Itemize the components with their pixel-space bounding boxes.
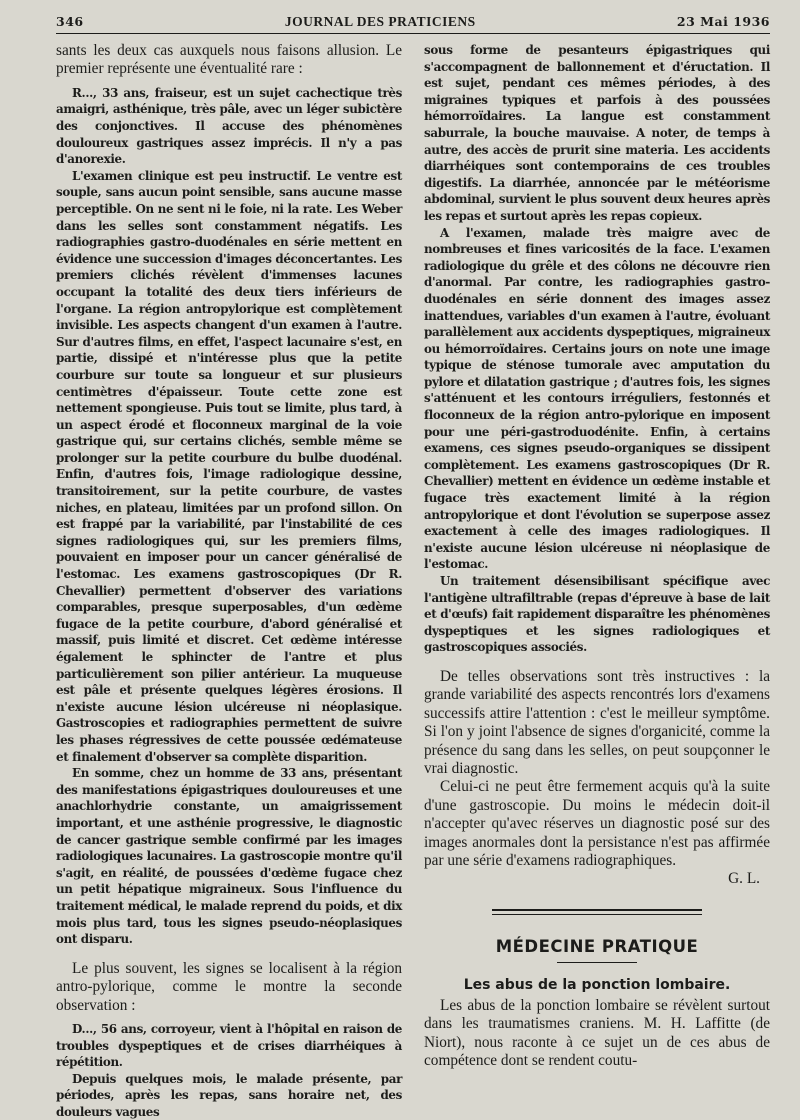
conclusion-paragraph-2: Celui-ci ne peut être fermement acquis qu'à la suite d'une gastroscopie. Du moins le médecin doit-il n'accepter qu'avec réserves un diagnostic posé sur des images anormales dont la persistance n'est pas affirmée par une série d'examens radiographiques.: [424, 778, 770, 870]
journal-title: JOURNAL DES PRATICIENS: [284, 14, 476, 29]
columns: [56, 42, 770, 1120]
case2-presentation: D..., 56 ans, corroyeur, vient à l'hôpital en raison de troubles dyspeptiques et de crises diarrhéiques à répétition.: [56, 1021, 402, 1070]
case1-presentation: R..., 33 ans, fraiseur, est un sujet cachectique très amaigri, asthénique, très pâle, avec un léger subictère des conjonctives. Il accuse des phénomènes douloureux gastriques assez imprécis. Il n'y a pas d'anorexie.: [56, 85, 402, 167]
case1-summary: En somme, chez un homme de 33 ans, présentant des manifestations épigastriques douloureuses et une anachlorhydrie constante, un amaigrissement important, et une asthénie progressive, le diagnostic de cancer gastrique semble confirmé par les images radiologiques lacunaires. La gastroscopie montre qu'il s'agit, en réalité, de poussées d'œdème fugace chez un petit hépatique migraineux. Sous l'influence du traitement médical, le malade reprend du poids, et dix mois plus tard, tous les signes pseudo-néoplasiques ont disparu.: [56, 766, 402, 947]
article-opening: Les abus de la ponction lombaire se révèlent surtout dans les traumatismes craniens. M. H. Laffitte (de Niort), nous raconte à ce sujet un de ces abus de compétence dont se rendent coutu-: [424, 996, 770, 1070]
section-divider: [492, 909, 702, 915]
case2-history-continued: sous forme de pesanteurs épigastriques qui s'accompagnent de ballonnement et d'éructation. Il est sujet, pendant ces mêmes périodes, à des migraines typiques et parfois à des poussées hémorroïdaires. La langue est constamment saburrale, la bouche mauvaise. A noter, de temps à autre, des accès de prurit sine materia. Les accidents diarrhéiques sont contemporains de ces troubles digestifs. La diarrhée, annoncée par le météorisme abdominal, survient le plus souvent deux heures après les repas et surtout après les repas copieux.: [424, 43, 770, 223]
author-signature: G. L.: [728, 870, 760, 888]
running-header: [56, 14, 770, 30]
left-column: [56, 42, 402, 1120]
intro-paragraph: sants les deux cas auxquels nous faisons allusion. Le premier représente une éventualité rare :: [56, 42, 402, 78]
case2-history-start: Depuis quelques mois, le malade présente, par périodes, après les repas, sans horaire net, des douleurs vagues: [56, 1071, 402, 1119]
case1-examination: L'examen clinique est peu instructif. Le ventre est souple, sans aucun point sensible, sans aucune masse perceptible. On ne sent ni le foie, ni la rate. Les Weber dans les selles sont constamment négatifs. Les radiographies gastro-duodénales en série mettent en évidence une succession d'images déconcertantes. Les premiers clichés révèlent d'immenses lacunes occupant la totalité des deux tiers inférieurs de l'organe. La région antropylorique est complètement invisible. Les aspects changent d'un examen à l'autre. Sur d'autres films, en effet, l'aspect lacunaire s'est, en partie, dissipé et n'intéresse plus que la petite courbure sur toute sa longueur et sur plusieurs centimètres d'épaisseur. Toute cette zone est nettement spongieuse. Puis tout se limite, plus tard, à un aspect érodé et floconneux marginal de la voie gastrique qui, sur certains clichés, semble même se prolonger sur la petite courbure du bulbe duodénal. Enfin, d'autres fois, l'image radiologique dessine, transitoirement, sur la petite courbure, de vastes niches, en plateau, limitées par un profond sillon. On est frappé par la variabilité, par l'instabilité de ces signes radiologiques qui, sur les premiers films, pouvaient en imposer pour un cancer généralisé de l'estomac. Les examens gastroscopiques (Dr R. Chevallier) permettent d'observer des variations comparables, presque superposables, d'un œdème fugace de la petite courbure, d'abord généralisé et massif, puis limité et discret. Cet œdème intéresse également le sphincter de l'antre et plus particulièrement son pilier antérieur. La muqueuse est pâle et présente quelques légères érosions. Il n'existe aucune lésion ulcéreuse ni néoplasique. Gastroscopies et radiographies permettent de suivre les phases régressives de cette poussée œdémateuse et finalement d'observer sa complète disparition.: [56, 168, 402, 764]
section-title-rule: [557, 962, 637, 963]
header-rule: [56, 33, 770, 34]
transition-paragraph: Le plus souvent, les signes se localisent à la région antro-pylorique, comme le montre la seconde observation :: [56, 959, 402, 1014]
article-title: Les abus de la ponction lombaire.: [463, 976, 731, 993]
conclusion-paragraph-1: De telles observations sont très instructives : la grande variabilité des aspects rencontrés lors d'examens successifs attire l'attention : c'est le meilleur symptôme. Si l'on y joint l'absence de signes d'organicité, comme la présence du sang dans les selles, on peut soupçonner le vrai diagnostic.: [424, 667, 770, 777]
section-title: MÉDECINE PRATIQUE: [495, 936, 699, 956]
right-column: [424, 42, 770, 1120]
issue-date: 23 Mai 1936: [676, 14, 770, 29]
case2-examination: A l'examen, malade très maigre avec de nombreuses et fines varicosités de la face. L'examen radiologique du grêle et des côlons ne découvre rien d'anormal. Par contre, les radiographies gastro-duodénales en série donnent des images assez inattendues, variables d'un examen à l'autre, évoluant parallèlement aux accidents dyspeptiques, migraineux ou hémorroïdaires. Certains jours on note une image typique de sténose tumorale avec amputation du pylore et dilatation gastrique ; d'autres fois, les signes s'atténuent et les contours irréguliers, festonnés et floconneux de la région antro-pylorique en imposent pour une péri-gastroduodénite. Enfin, à certains examens, ces signes pseudo-organiques se dissipent complètement. Les examens gastroscopiques (Dr R. Chevallier) mettent en évidence un œdème instable et fugace très exactement limité à la région antropylorique et dont l'évolution se superpose assez exactement à celle des images radiologiques. Il n'existe aucune lésion ulcéreuse ni néoplasique de l'estomac.: [424, 225, 770, 572]
case2-treatment: Un traitement désensibilisant spécifique avec l'antigène ultrafiltrable (repas d'épreuve à base de lait et d'œufs) fait rapidement disparaître les phénomènes dyspeptiques et les signes radiologiques et gastroscopiques associés.: [424, 574, 770, 655]
page-number: 346: [56, 14, 84, 29]
